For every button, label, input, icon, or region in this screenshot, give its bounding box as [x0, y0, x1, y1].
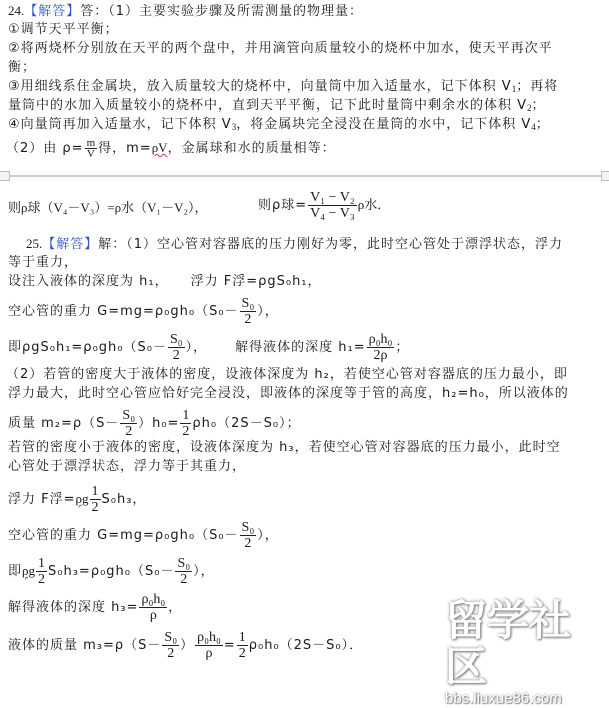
numerator: 1 — [91, 484, 99, 499]
fraction-one-half — [90, 484, 101, 515]
denominator: 2 — [182, 424, 190, 439]
text: ；再将 — [516, 79, 559, 94]
text: ）， — [185, 340, 208, 355]
text: ； — [395, 340, 410, 355]
text: 则ρ球（V₄－V₃）=ρ水（V₁－V₂）， — [8, 200, 208, 215]
denominator: 2 — [172, 348, 180, 363]
text: S₀h₃=ρ₀gh₀（S₀－ — [48, 564, 175, 579]
q24-step1: ①调节天平平衡； — [8, 22, 119, 37]
q25-line12 — [8, 520, 279, 551]
fraction-volume-ratio — [308, 190, 357, 221]
denominator: 2 — [91, 500, 99, 515]
q24-number: 24. — [8, 3, 25, 18]
q25-heading — [26, 236, 563, 253]
fraction-m-over-v — [85, 138, 98, 159]
q25-line8 — [8, 408, 301, 439]
q24-step3-line2 — [8, 98, 546, 116]
fraction-s0-over-2 — [168, 332, 185, 363]
numerator: 1 — [238, 630, 246, 645]
numerator: S₀ — [241, 296, 255, 311]
denominator: 2 — [238, 646, 246, 661]
numerator: 1 — [182, 408, 190, 423]
numerator: S₀ — [241, 520, 255, 535]
denominator: 2ρ — [373, 348, 388, 363]
fraction-s0-over-2 — [120, 408, 137, 439]
denominator: ρ — [149, 608, 157, 623]
q24-step3-line1 — [8, 79, 558, 97]
text: 解得液体的深度 h₁= — [235, 340, 366, 355]
q24-equation-2 — [258, 190, 390, 221]
q25-line5 — [8, 332, 409, 363]
fraction-s0-over-2 — [162, 630, 179, 661]
q25-line7: 浮力最大，此时空心管应恰好完全浸没，即液体的深度等于管的高度，h₂=h₀，所以液体的 — [8, 386, 569, 401]
page-break-marker-right — [601, 171, 609, 181]
spellcheck-underlined-text: ρg — [75, 491, 89, 506]
q25-line11 — [8, 484, 146, 515]
q24-heading — [8, 3, 363, 20]
text: （2）由 ρ= — [6, 141, 84, 156]
text: ） — [180, 638, 195, 653]
q24-answer-tag: 【解答】 — [24, 4, 81, 19]
text: ）， — [257, 528, 279, 543]
q25-answer-tag: 【解答】 — [42, 237, 99, 252]
denominator: 2 — [167, 646, 175, 661]
text: = — [223, 638, 236, 653]
text: 液体的质量 m₃=ρ（S－ — [8, 638, 162, 653]
q24-step2-line1: ②将两烧杯分别放在天平的两个盘中，并用滴管向质量较小的烧杯中加水，使天平再次平 — [8, 41, 553, 56]
denominator: 2 — [180, 572, 188, 587]
q25-line9: 若管的密度小于液体的密度，设液体深度为 h₃，若使空心管对容器底的压力最小，此时空 — [8, 440, 561, 455]
q25-number: 25. — [26, 236, 43, 251]
denominator: 2 — [38, 572, 46, 587]
denominator: V₄ − V₃ — [310, 206, 355, 221]
text: 空心管的重力 G=mg=ρ₀gh₀（S₀－ — [8, 304, 239, 319]
text: ，将金属块完全浸没在量筒的水中，记下体积 V — [236, 117, 532, 132]
text: 浮力 F浮=ρgS₀h₁， — [190, 274, 322, 289]
text: ④向量筒再加入适量水，记下体积 V — [8, 117, 232, 132]
fraction-s0-over-2 — [240, 520, 257, 551]
q25-line15 — [8, 630, 363, 661]
text: 即ρgS₀h₁=ρ₀gh₀（S₀－ — [8, 340, 167, 355]
q25-line4 — [8, 296, 279, 327]
text: 量筒中的水加入质量较小的烧杯中，直到天平平衡，记下此时量筒中剩余水的体积 V — [8, 98, 528, 113]
text: ； — [531, 98, 546, 113]
numerator: S₀ — [122, 408, 136, 423]
text: 质量 m₂=ρ（S－ — [8, 416, 120, 431]
page-break-divider — [0, 175, 609, 177]
fraction-h3 — [139, 592, 167, 623]
numerator: S₀ — [169, 332, 183, 347]
text: ρ水． — [357, 197, 391, 212]
q24-step2-line2: 衡； — [8, 60, 37, 75]
text: 得，m= — [98, 141, 152, 156]
subscript: 4 — [531, 122, 536, 132]
text: 即 — [8, 564, 23, 579]
fraction-h3 — [195, 630, 223, 661]
text: S₀h₃， — [101, 492, 147, 507]
text: ， — [168, 600, 183, 615]
denominator: 2 — [125, 424, 133, 439]
q24-step4 — [8, 117, 550, 135]
watermark-url: bbs.liuxue86.com — [445, 690, 562, 707]
text: ρ₀h₀（2S－S₀）． — [248, 638, 364, 653]
text: ； — [535, 117, 550, 132]
text: ③用细线系住金属块，放入质量较大的烧杯中，向量筒中加入适量水，记下体积 V — [8, 79, 512, 94]
text: 解：（1）空心管对容器底的压力刚好为零，此时空心管处于漂浮状态，浮力 — [98, 237, 564, 252]
q24-part2 — [6, 138, 336, 159]
denominator: 2 — [244, 312, 252, 327]
text: ）h₀= — [138, 416, 180, 431]
numerator: V₁ − V₂ — [310, 190, 355, 205]
text: 则ρ球= — [258, 198, 308, 213]
denominator: 2 — [244, 536, 252, 551]
text: ）， — [193, 564, 215, 579]
page-break-marker-left — [0, 171, 10, 181]
subscript: 3 — [231, 122, 237, 132]
spellcheck-underlined-text: ρg — [22, 563, 36, 578]
denominator: ρ — [205, 646, 213, 661]
text: 空心管的重力 G=mg=ρ₀gh₀（S₀－ — [8, 528, 239, 543]
numerator: 1 — [38, 556, 46, 571]
numerator: S₀ — [164, 630, 178, 645]
fraction-h1 — [367, 332, 395, 363]
subscript: 1 — [511, 84, 517, 94]
fraction-one-half — [36, 556, 47, 587]
numerator: ρ₀h₀ — [141, 592, 166, 607]
text: 浮力 F浮= — [8, 492, 76, 507]
q25-line10: 心管处于漂浮状态，浮力等于其重力， — [8, 459, 247, 474]
spellcheck-underlined-text: ρV — [151, 140, 168, 155]
text: 设注入液体的深度为 h₁， — [8, 274, 169, 289]
numerator: ρ₀h₀ — [368, 332, 393, 347]
q25-line3 — [8, 274, 322, 290]
denominator: V — [86, 148, 95, 160]
fraction-one-half — [180, 408, 191, 439]
numerator: ρ₀h₀ — [197, 630, 221, 645]
q24-equation-1 — [8, 200, 208, 217]
text: ρh₀（2S－S₀）； — [192, 416, 301, 431]
fraction-s0-over-2 — [240, 296, 257, 327]
q25-line6: （2）若管的密度大于液体的密度，设液体深度为 h₂，若使空心管对容器底的压力最小，即 — [6, 367, 568, 382]
q24-intro: 答：（1）主要实验步骤及所需测量的物理量： — [80, 4, 364, 19]
watermark-title: 留学社区 — [445, 596, 572, 691]
numerator: S₀ — [177, 556, 191, 571]
fraction-s0-over-2 — [175, 556, 192, 587]
q25-line2: 等于重力， — [8, 255, 79, 270]
q25-line13 — [8, 556, 215, 587]
q25-line14 — [8, 592, 182, 623]
subscript: 2 — [527, 103, 532, 113]
text: 解得液体的深度 h₃= — [8, 600, 139, 615]
numerator: m — [86, 137, 96, 149]
text: ）， — [257, 304, 279, 319]
text: ，金属球和水的质量相等： — [167, 141, 336, 156]
watermark-logo — [445, 596, 609, 707]
fraction-one-half — [237, 630, 248, 661]
